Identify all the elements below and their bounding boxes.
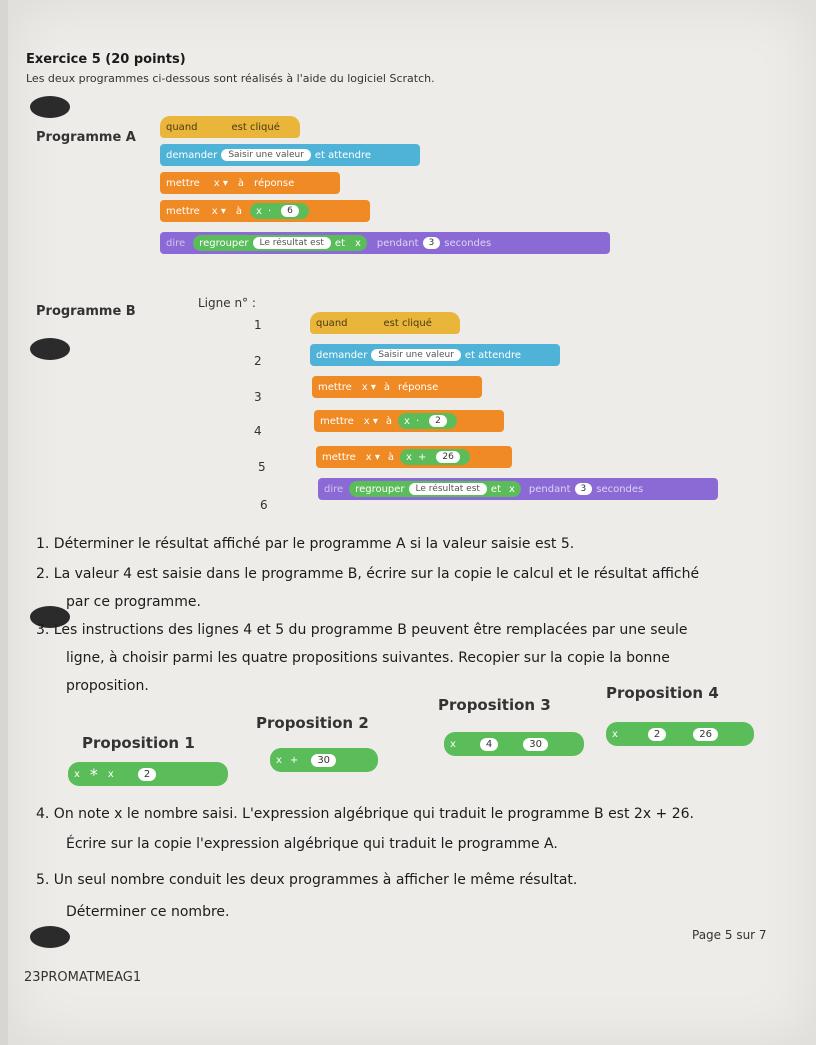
- question-2: 2. La valeur 4 est saisie dans le programme B, écrire sur la copie le calcul et le résultat affiché: [36, 566, 700, 582]
- block-text: mettre: [166, 205, 200, 217]
- block-text: à: [385, 415, 393, 427]
- proposition-4-block[interactable]: [606, 722, 754, 746]
- join-input[interactable]: Le résultat est: [253, 237, 331, 249]
- block-text: mettre: [318, 381, 352, 393]
- block-text: à: [387, 451, 395, 463]
- question-4: 4. On note x le nombre saisi. L'expression algébrique qui traduit le programme B est 2x + 26.: [36, 806, 695, 822]
- operator-block[interactable]: [398, 413, 457, 429]
- block-text: réponse: [398, 381, 439, 393]
- block-text: +: [289, 754, 299, 766]
- set-block[interactable]: [160, 172, 340, 194]
- block-text: ·: [267, 205, 272, 217]
- proposition-2-label: Proposition 2: [256, 714, 369, 732]
- ask-block[interactable]: [310, 344, 560, 366]
- block-text: x: [355, 237, 361, 249]
- block-text: regrouper: [199, 237, 249, 249]
- when-clicked-block[interactable]: [160, 116, 300, 138]
- question-5-cont: Déterminer ce nombre.: [66, 904, 230, 920]
- block-text: mettre: [320, 415, 354, 427]
- number-input[interactable]: 26: [693, 728, 718, 741]
- block-text: demander: [166, 149, 218, 161]
- punch-hole: [30, 338, 70, 360]
- block-text: pendant: [376, 237, 419, 249]
- variable-dropdown[interactable]: x ▾: [211, 205, 226, 217]
- exam-page: [8, 0, 816, 1045]
- block-text: *: [89, 764, 98, 784]
- variable-dropdown[interactable]: x ▾: [213, 177, 228, 189]
- ask-input[interactable]: Saisir une valeur: [221, 149, 311, 161]
- line-number: 5: [258, 460, 266, 474]
- number-input[interactable]: 4: [480, 738, 498, 751]
- block-text: regrouper: [355, 483, 405, 495]
- proposition-2-block[interactable]: [270, 748, 378, 772]
- join-block[interactable]: [349, 481, 521, 497]
- proposition-4-label: Proposition 4: [606, 684, 719, 702]
- number-input[interactable]: 3: [575, 483, 593, 495]
- line-number: 3: [254, 390, 262, 404]
- block-text: secondes: [596, 483, 644, 495]
- intro-text: Les deux programmes ci-dessous sont réalisés à l'aide du logiciel Scratch.: [26, 72, 435, 85]
- block-text: x: [276, 754, 282, 766]
- block-text: et: [334, 237, 345, 249]
- join-input[interactable]: Le résultat est: [409, 483, 487, 495]
- variable-dropdown[interactable]: x ▾: [365, 451, 380, 463]
- block-text: est cliqué: [383, 317, 432, 329]
- exam-code: 23PROMATMEAG1: [24, 970, 142, 985]
- question-2-cont: par ce programme.: [66, 594, 201, 610]
- block-text: demander: [316, 349, 368, 361]
- question-3-cont: ligne, à choisir parmi les quatre propositions suivantes. Recopier sur la copie la bonne: [66, 650, 670, 666]
- line-number: 2: [254, 354, 262, 368]
- set-block[interactable]: [314, 410, 504, 432]
- exercise-title: Exercice 5 (20 points): [26, 52, 186, 67]
- block-text: à: [237, 177, 245, 189]
- proposition-3-block[interactable]: [444, 732, 584, 756]
- proposition-3-label: Proposition 3: [438, 696, 551, 714]
- block-text: et attendre: [464, 349, 522, 361]
- block-text: x: [256, 205, 262, 217]
- number-input[interactable]: 6: [281, 205, 299, 217]
- variable-dropdown[interactable]: x ▾: [363, 415, 378, 427]
- number-input[interactable]: 30: [523, 738, 548, 751]
- ask-input[interactable]: Saisir une valeur: [371, 349, 461, 361]
- punch-hole: [30, 96, 70, 118]
- operator-block[interactable]: [250, 203, 309, 219]
- ask-block[interactable]: [160, 144, 420, 166]
- join-block[interactable]: [193, 235, 367, 251]
- number-input[interactable]: 2: [429, 415, 447, 427]
- page-number: Page 5 sur 7: [692, 928, 767, 942]
- block-text: x: [450, 738, 456, 750]
- when-clicked-block[interactable]: [310, 312, 460, 334]
- set-block[interactable]: [316, 446, 512, 468]
- line-number-header: Ligne n° :: [198, 296, 256, 310]
- question-5: 5. Un seul nombre conduit les deux programmes à afficher le même résultat.: [36, 872, 578, 888]
- question-4-cont: Écrire sur la copie l'expression algébrique qui traduit le programme A.: [66, 836, 558, 852]
- block-text: x: [612, 728, 618, 740]
- set-block[interactable]: [312, 376, 482, 398]
- block-text: à: [383, 381, 391, 393]
- line-number: 4: [254, 424, 262, 438]
- block-text: réponse: [254, 177, 295, 189]
- block-text: ·: [415, 415, 420, 427]
- question-3: 3. Les instructions des lignes 4 et 5 du programme B peuvent être remplacées par une seule: [36, 622, 688, 638]
- block-text: à: [235, 205, 243, 217]
- block-text: pendant: [528, 483, 571, 495]
- number-input[interactable]: 3: [423, 237, 441, 249]
- block-text: x: [509, 483, 515, 495]
- block-text: x: [74, 768, 80, 780]
- say-block[interactable]: [160, 232, 610, 254]
- say-block[interactable]: [318, 478, 718, 500]
- proposition-1-label: Proposition 1: [82, 734, 195, 752]
- program-b-label: Programme B: [36, 304, 136, 319]
- block-text: x: [406, 451, 412, 463]
- variable-dropdown[interactable]: x ▾: [361, 381, 376, 393]
- block-text: secondes: [444, 237, 492, 249]
- block-text: dire: [166, 237, 186, 249]
- block-text: dire: [324, 483, 344, 495]
- question-3-cont: proposition.: [66, 678, 149, 694]
- number-input[interactable]: 26: [436, 451, 459, 463]
- block-text: quand: [166, 121, 198, 133]
- block-text: mettre: [322, 451, 356, 463]
- program-a-label: Programme A: [36, 130, 136, 145]
- number-input[interactable]: 2: [648, 728, 666, 741]
- block-text: quand: [316, 317, 348, 329]
- proposition-1-block[interactable]: [68, 762, 228, 786]
- line-number: 1: [254, 318, 262, 332]
- block-text: +: [417, 451, 427, 463]
- punch-hole: [30, 926, 70, 948]
- block-text: x: [107, 768, 114, 780]
- set-block[interactable]: [160, 200, 370, 222]
- operator-block[interactable]: [400, 449, 470, 465]
- block-text: mettre: [166, 177, 200, 189]
- line-number: 6: [260, 498, 268, 512]
- block-text: et attendre: [314, 149, 372, 161]
- number-input[interactable]: 30: [311, 754, 336, 767]
- block-text: x: [404, 415, 410, 427]
- number-input[interactable]: 2: [138, 768, 156, 781]
- question-1: 1. Déterminer le résultat affiché par le programme A si la valeur saisie est 5.: [36, 536, 575, 552]
- block-text: et: [490, 483, 501, 495]
- block-text: est cliqué: [231, 121, 280, 133]
